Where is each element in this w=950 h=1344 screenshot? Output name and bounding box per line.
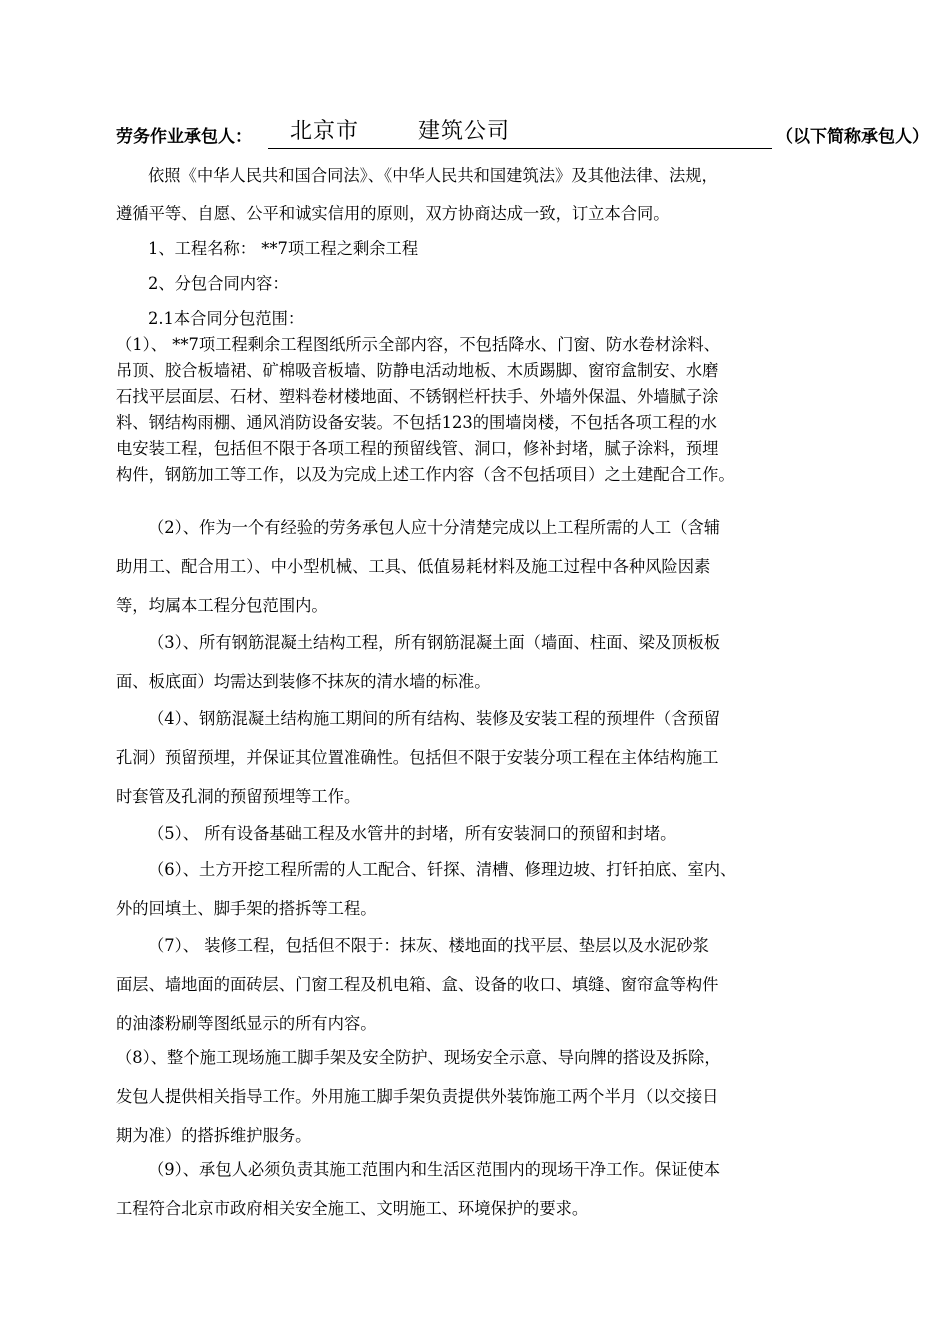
text-line: （3）、所有钢筋混凝土结构工程，所有钢筋混凝土面（墙面、柱面、梁及顶板板 (148, 633, 721, 652)
text-line: （8）、整个施工现场施工脚手架及安全防护、现场安全示意、导向牌的搭设及拆除， (116, 1048, 721, 1067)
text-line: 1、工程名称： **7项工程之剩余工程 (148, 239, 419, 258)
text-line: 吊顶、胶合板墙裙、矿棉吸音板墙、防静电活动地板、木质踢脚、窗帘盒制安、水磨 (116, 361, 719, 380)
contractor-company: 建筑公司 (418, 119, 511, 144)
text-line: 的油漆粉刷等图纸显示的所有内容。 (116, 1014, 377, 1033)
text-line: 外的回填土、脚手架的搭拆等工程。 (116, 899, 377, 918)
text-line: 等，均属本工程分包范围内。 (116, 596, 328, 615)
text-line: （6）、土方开挖工程所需的人工配合、钎探、清槽、修理边坡、打钎拍底、室内、 (148, 860, 737, 879)
text-line: （1）、 **7项工程剩余工程图纸所示全部内容，不包括降水、门窗、防水卷材涂料、 (116, 335, 720, 354)
text-line: 工程符合北京市政府相关安全施工、文明施工、环境保护的要求。 (116, 1199, 589, 1218)
text-line: 面层、墙地面的面砖层、门窗工程及机电箱、盒、设备的收口、填缝、窗帘盒等构件 (116, 975, 719, 994)
text-line: 孔洞）预留预埋，并保证其位置准确性。包括但不限于安装分项工程在主体结构施工 (116, 748, 719, 767)
text-line: 面、板底面）均需达到装修不抹灰的清水墙的标准。 (116, 672, 491, 691)
contractor-name-field (268, 119, 772, 149)
text-line: 石找平层面层、石材、塑料卷材楼地面、不锈钢栏杆扶手、外墙外保温、外墙腻子涂 (116, 387, 719, 406)
text-line: （7）、 装修工程，包括但不限于：抹灰、楼地面的找平层、垫层以及水泥砂浆 (148, 936, 709, 955)
contractor-city: 北京市 (290, 119, 360, 144)
text-line: 依照《中华人民共和国合同法》、《中华人民共和国建筑法》及其他法律、法规， (148, 166, 718, 185)
text-line: 发包人提供相关指导工作。外用施工脚手架负责提供外装饰施工两个半月（以交接日 (116, 1087, 719, 1106)
text-line: 构件，钢筋加工等工作，以及为完成上述工作内容（含不包括项目）之土建配合工作。 (116, 465, 735, 484)
text-line: 料、钢结构雨棚、通风消防设备安装。不包括123的围墙岗楼，不包括各项工程的水 (116, 413, 717, 432)
text-line: 时套管及孔洞的预留预埋等工作。 (116, 787, 361, 806)
text-line: 电安装工程，包括但不限于各项工程的预留线管、洞口，修补封堵，腻子涂料，预埋 (116, 439, 719, 458)
text-line: 遵循平等、自愿、公平和诚实信用的原则，双方协商达成一致，订立本合同。 (116, 204, 670, 223)
text-line: （9）、承包人必须负责其施工范围内和生活区范围内的现场干净工作。保证使本 (148, 1160, 721, 1179)
contractor-abbrev-note: （以下简称承包人） (776, 127, 929, 147)
text-line: （5）、 所有设备基础工程及水管井的封堵，所有安装洞口的预留和封堵。 (148, 824, 677, 843)
text-line: （4）、钢筋混凝土结构施工期间的所有结构、装修及安装工程的预埋件（含预留 (148, 709, 721, 728)
text-line: 2、分包合同内容： (148, 274, 289, 293)
text-line: 2.1本合同分包范围： (148, 309, 305, 328)
text-line: 期为准）的搭拆维护服务。 (116, 1126, 312, 1145)
text-line: （2）、作为一个有经验的劳务承包人应十分清楚完成以上工程所需的人工（含辅 (148, 518, 721, 537)
contractor-header (116, 119, 929, 152)
contractor-label: 劳务作业承包人： (116, 127, 252, 147)
text-line: 助用工、配合用工）、中小型机械、工具、低值易耗材料及施工过程中各种风险因素 (116, 557, 711, 576)
